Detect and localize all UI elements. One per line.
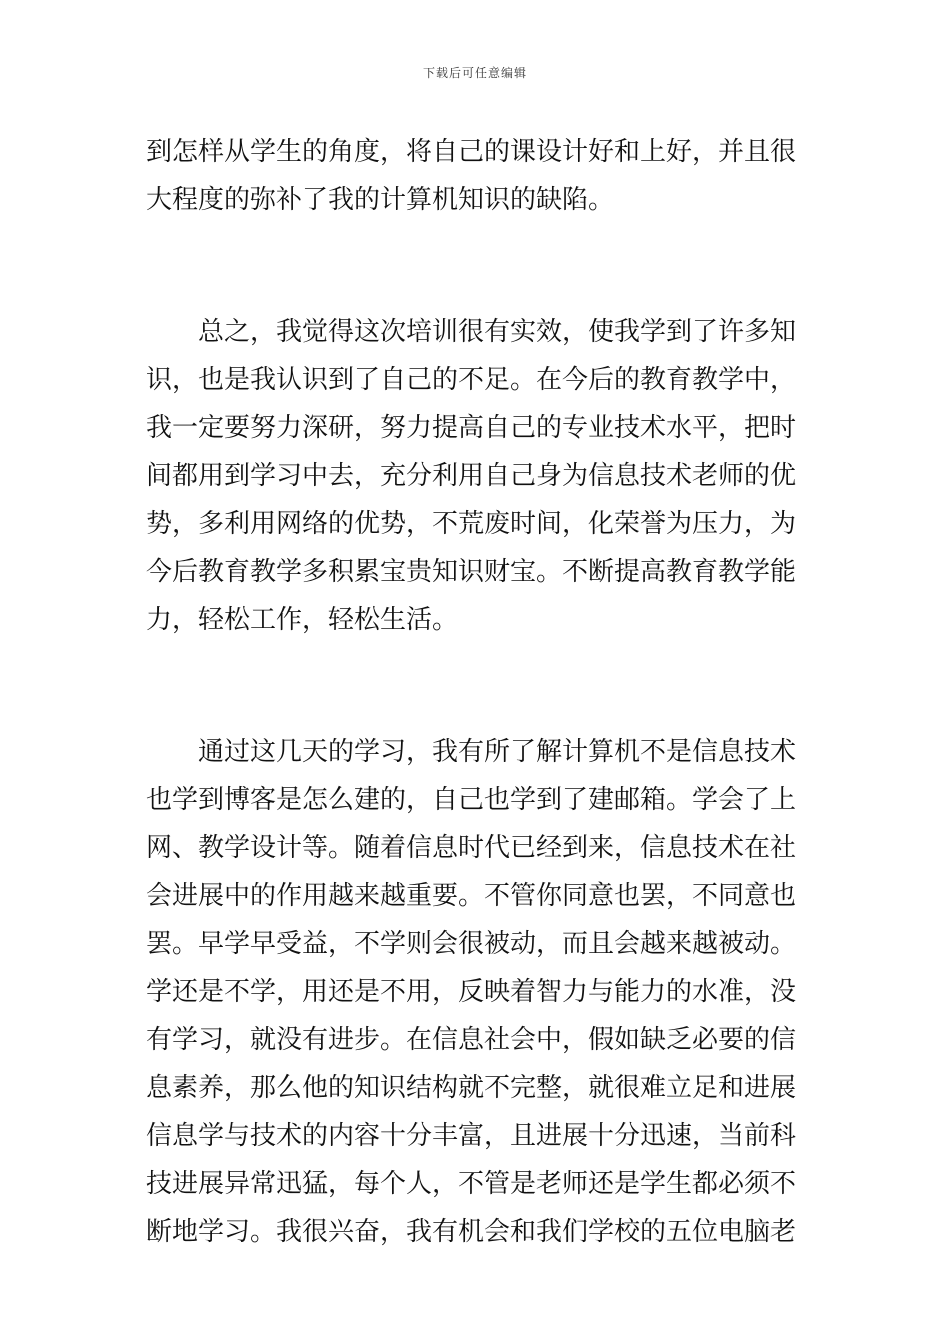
paragraph-3-line-11: 断地学习。我很兴奋，我有机会和我们学校的五位电脑老: [146, 1217, 797, 1247]
paragraph-3-line-5: 罢。早学早受益，不学则会很被动，而且会越来越被动。: [146, 929, 797, 959]
paragraph-2-line-1: 总之，我觉得这次培训很有实效，使我学到了许多知: [198, 317, 797, 347]
paragraph-3-line-2: 也学到博客是怎么建的，自己也学到了建邮箱。学会了上: [146, 785, 797, 815]
page-header: 下载后可任意编辑: [422, 66, 527, 80]
paragraph-3-line-7: 有学习，就没有进步。在信息社会中，假如缺乏必要的信: [146, 1025, 797, 1055]
paragraph-gap: [146, 644, 808, 728]
paragraph-2-line-6: 今后教育教学多积累宝贵知识财宝。不断提高教育教学能: [146, 557, 797, 587]
paragraph-3-line-10: 技进展异常迅猛，每个人，不管是老师还是学生都必须不: [146, 1169, 797, 1199]
paragraph-3-line-4: 会进展中的作用越来越重要。不管你同意也罢，不同意也: [146, 881, 797, 911]
paragraph-2-line-3: 我一定要努力深研，努力提高自己的专业技术水平，把时: [146, 413, 797, 443]
paragraph-2-line-7: 力，轻松工作，轻松生活。: [146, 605, 459, 635]
paragraph-3-line-1: 通过这几天的学习，我有所了解计算机不是信息技术: [198, 737, 797, 767]
paragraph-2-line-5: 势，多利用网络的优势，不荒废时间，化荣誉为压力，为: [146, 509, 797, 539]
paragraph-gap: [146, 224, 808, 308]
paragraph-1-line-2: 大程度的弥补了我的计算机知识的缺陷。: [146, 185, 615, 215]
paragraph-3-line-9: 信息学与技术的内容十分丰富，且进展十分迅速，当前科: [146, 1121, 797, 1151]
paragraph-3-line-3: 网、教学设计等。随着信息时代已经到来，信息技术在社: [146, 833, 797, 863]
paragraph-3-line-8: 息素养，那么他的知识结构就不完整，就很难立足和进展: [146, 1073, 797, 1103]
paragraph-3-line-6: 学还是不学，用还是不用，反映着智力与能力的水准，没: [146, 977, 797, 1007]
paragraph-2-line-4: 间都用到学习中去，充分利用自己身为信息技术老师的优: [146, 461, 797, 491]
paragraph-2-line-2: 识，也是我认识到了自己的不足。在今后的教育教学中，: [146, 365, 797, 395]
paragraph-1-line-1: 到怎样从学生的角度，将自己的课设计好和上好，并且很: [146, 137, 797, 167]
document-body: [146, 128, 808, 1256]
